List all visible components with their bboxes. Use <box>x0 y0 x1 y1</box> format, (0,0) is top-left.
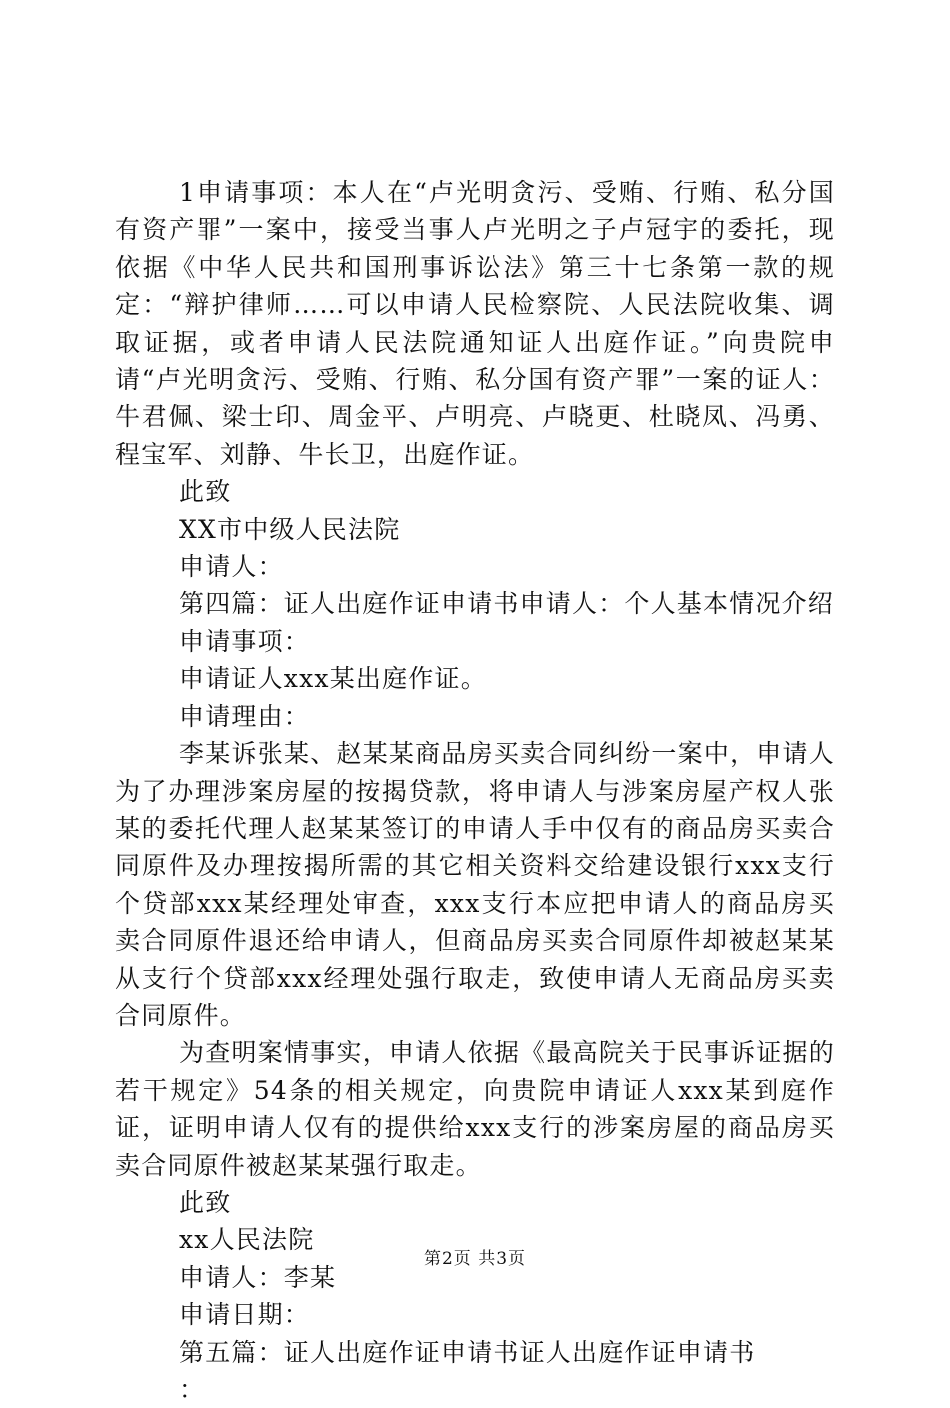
document-body <box>115 174 835 1408</box>
application-items-label: 申请事项： <box>179 626 311 656</box>
application-date: 申请日期： <box>179 1300 311 1330</box>
application-reason-label: 申请理由： <box>179 701 311 731</box>
salutation-line: 此致 <box>179 477 232 507</box>
page-footer: 第2页 共3页 <box>423 1249 527 1269</box>
trailing-colon: ： <box>179 1375 206 1404</box>
salutation-line-2: 此致 <box>179 1187 232 1217</box>
addressee-court-2: xx人民法院 <box>179 1225 315 1255</box>
section-heading-5: 第五篇：证人出庭作证申请书证人出庭作证申请书 <box>179 1337 756 1367</box>
paragraph-application-item: 1申请事项：本人在“卢光明贪污、受贿、行贿、私分国有资产罪”一案中，接受当事人卢光明之子卢冠宇的委托，现依据《中华人民共和国刑事诉讼法》第三十七条第一款的规定：“辩护律师……可以申请人民检察院、人民法院收集、调取证据，或者申请人民法院通知证人出庭作证。”向贵院申请“卢光明贪污、受贿、行贿、私分国有资产罪”一案的证人：牛君佩、梁士印、周金平、卢明亮、卢晓更、杜晓凤、冯勇、程宝军、刘静、牛长卫，出庭作证。 <box>115 178 835 469</box>
paragraph-reason-request: 为查明案情事实，申请人依据《最高院关于民事诉证据的若干规定》54条的相关规定，向贵院申请证人xxx某到庭作证，证明申请人仅有的提供给xxx支行的涉案房屋的商品房买卖合同原件被赵某某强行取走。 <box>115 1038 835 1180</box>
applicant-name: 申请人：李某 <box>179 1262 337 1292</box>
application-item-text: 申请证人xxx某出庭作证。 <box>179 664 487 694</box>
applicant-label: 申请人： <box>179 552 284 582</box>
paragraph-reason-facts: 李某诉张某、赵某某商品房买卖合同纠纷一案中，申请人为了办理涉案房屋的按揭贷款，将申请人与涉案房屋产权人张某的委托代理人赵某某签订的申请人手中仅有的商品房买卖合同原件及办理按揭所需的其它相关资料交给建设银行xxx支行个贷部xxx某经理处审查，xxx支行本应把申请人的商品房买卖合同原件退还给申请人，但商品房买卖合同原件却被赵某某从支行个贷部xxx经理处强行取走，致使申请人无商品房买卖合同原件。 <box>115 739 835 1030</box>
addressee-court: XX市中级人民法院 <box>179 514 401 544</box>
section-heading-4: 第四篇：证人出庭作证申请书申请人：个人基本情况介绍 <box>179 589 835 619</box>
